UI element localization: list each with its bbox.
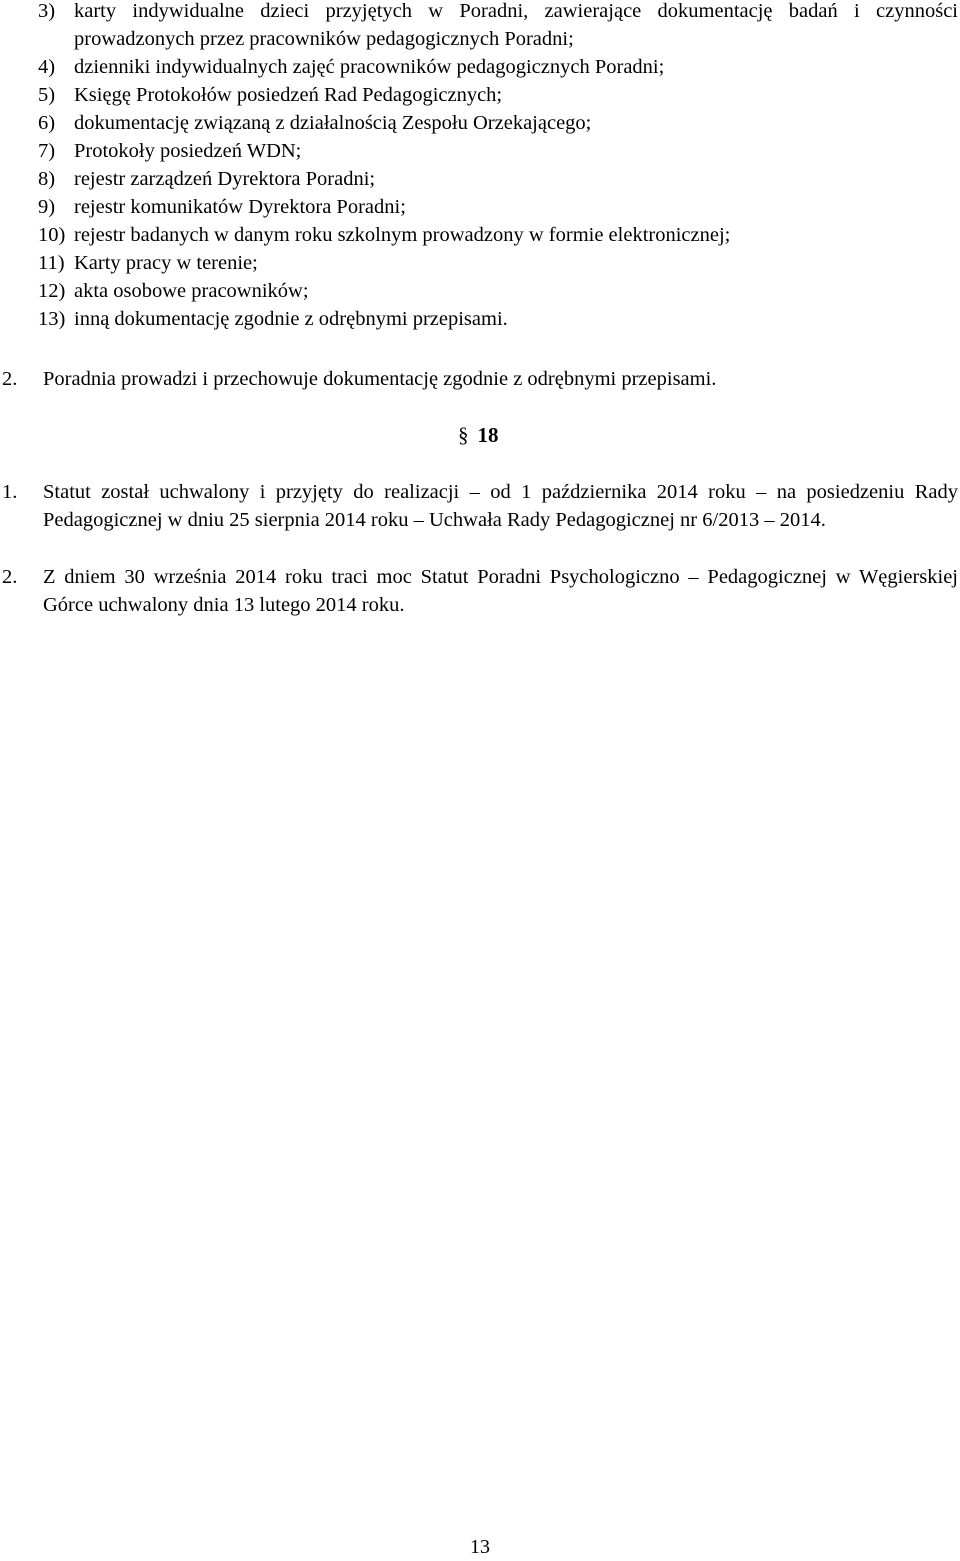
point-number: 2. [2, 368, 18, 390]
list-item-text: inną dokumentację zgodnie z odrębnymi przepisami. [74, 308, 508, 330]
section-heading [458, 421, 499, 449]
list-item-text: akta osobowe pracowników; [74, 280, 309, 302]
list-item-number: 4) [38, 56, 56, 78]
section-number: 18 [477, 423, 499, 447]
list-item-number: 8) [38, 168, 56, 190]
point-number: 2. [2, 566, 18, 588]
point-text: Statut został uchwalony i przyjęty do realizacji – od 1 października 2014 roku – na posiedzeniu Rady Pedagogicznej w dniu 25 sierpnia 2014 roku – Uchwała Rady Pedagogicznej nr 6/2013 – 2014. [43, 481, 958, 531]
point-text: Poradnia prowadzi i przechowuje dokumentację zgodnie z odrębnymi przepisami. [43, 368, 717, 390]
list-item-number: 10) [38, 224, 66, 246]
section-point-2 [2, 563, 958, 619]
list-item-text: Karty pracy w terenie; [74, 252, 258, 274]
list-item [38, 81, 958, 109]
point-number: 1. [2, 481, 18, 503]
paragraph-point-2 [2, 365, 958, 393]
list-item-number: 9) [38, 196, 56, 218]
list-item-text: dokumentację związaną z działalnością Zespołu Orzekającego; [74, 112, 592, 134]
documentation-sublist [38, 0, 958, 333]
list-item-number: 3) [38, 0, 56, 22]
list-item [38, 221, 958, 249]
list-item [38, 0, 958, 53]
list-item-number: 7) [38, 140, 56, 162]
list-item [38, 193, 958, 221]
list-item-number: 11) [38, 252, 65, 274]
list-item-number: 6) [38, 112, 56, 134]
list-item [38, 165, 958, 193]
list-item-text: dzienniki indywidualnych zajęć pracowników pedagogicznych Poradni; [74, 56, 665, 78]
list-item-text: rejestr zarządzeń Dyrektora Poradni; [74, 168, 376, 190]
list-item [38, 109, 958, 137]
list-item-number: 12) [38, 280, 66, 302]
list-item-text: Księgę Protokołów posiedzeń Rad Pedagogicznych; [74, 84, 503, 106]
list-item [38, 137, 958, 165]
list-item-text: Protokoły posiedzeń WDN; [74, 140, 302, 162]
list-item-number: 13) [38, 308, 66, 330]
list-item-text: rejestr komunikatów Dyrektora Poradni; [74, 196, 406, 218]
page-number: 13 [470, 1536, 490, 1558]
list-item [38, 53, 958, 81]
list-item-text: rejestr badanych w danym roku szkolnym prowadzony w formie elektronicznej; [74, 224, 731, 246]
list-item-number: 5) [38, 84, 56, 106]
list-item-text: karty indywidualne dzieci przyjętych w Poradni, zawierające dokumentację badań i czynności prowadzonych przez pracowników pedagogicznych Poradni; [74, 0, 958, 50]
section-point-1 [2, 478, 958, 534]
point-text: Z dniem 30 września 2014 roku traci moc Statut Poradni Psychologiczno – Pedagogicznej w Węgierskiej Górce uchwalony dnia 13 lutego 2014 roku. [43, 566, 958, 616]
list-item [38, 249, 958, 277]
section-symbol: § [458, 423, 469, 447]
list-item [38, 277, 958, 305]
list-item [38, 305, 958, 333]
